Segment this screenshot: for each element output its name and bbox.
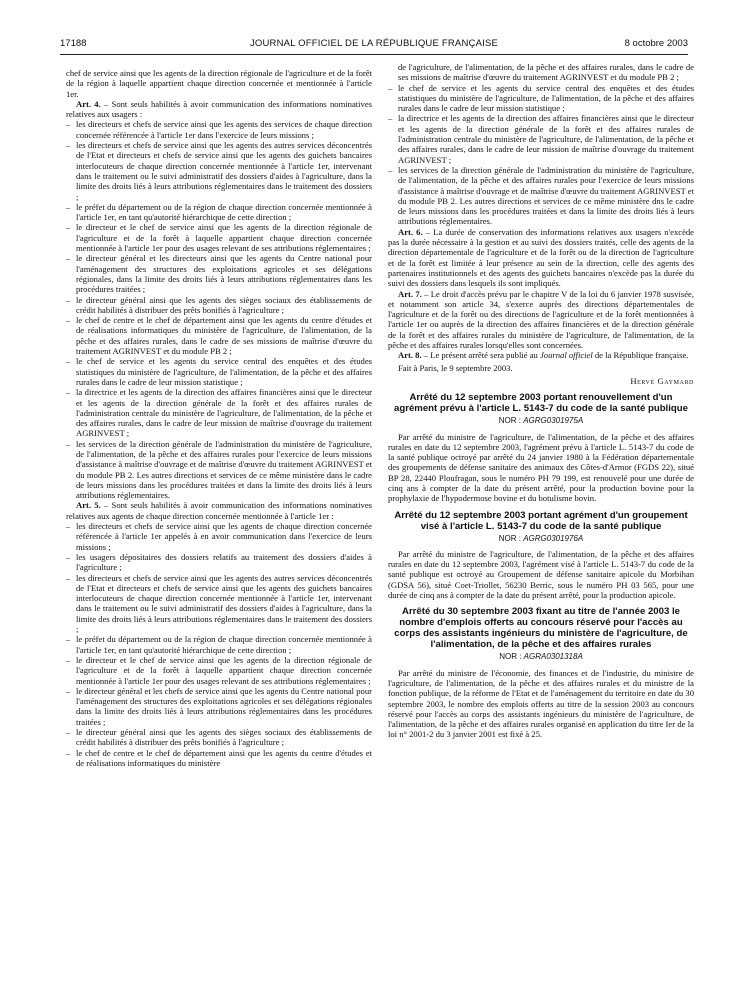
list-item: – le préfet du département ou de la région de chaque direction concernée mentionnée à l'article 1er, en tant qu'autorité hiérarchique de cette direction ; — [66, 202, 372, 223]
list-item: – le directeur général et les directeurs ainsi que les agents du Centre national pour l'aménagement des structures des exploitations agricoles et ses délégations régionales, dans la limite des droits liés à leurs attributions réglementaires dans les procédures traitées ; — [66, 253, 372, 294]
intro-paragraph: chef de service ainsi que les agents de la direction régionale de l'agriculture et de la forêt de la région à laquelle appartient chaque direction concernée et mentionnée à l'article 1er. — [66, 68, 372, 99]
arrete-1-nor — [388, 416, 694, 426]
arrete-1-text: Par arrêté du ministre de l'agriculture, de l'alimentation, de la pêche et des affaires rurales en date du 12 septembre 2003, l'agrément prévu à l'article L. 5143-7 du code de la santé publique octroyé par arrêté du 24 janvier 1980 à la Fédération départementale des groupements de défense sanitaire des animaux des Côtes-d'Armor (FGDS 22), situé BP 28, 22440 Ploufragan, sous le numéro PH 79 199, est renouvelé pour une durée de cinq ans à compter de la date du présent arrêté, pour la production bovine pour la prophylaxie de l'hypodermose bovine et du botulisme bovin. — [388, 431, 694, 504]
article-4-list — [66, 119, 372, 500]
list-item: – la directrice et les agents de la direction des affaires financières ainsi que le directeur et les agents de la direction générale de la forêt et des affaires rurales de l'administration centrale du ministère de l'agriculture, de l'alimentation, de la pêche et des affaires rurales, dans le cadre de leur mission de maîtrise d'ouvrage du traitement AGRINVEST ; — [388, 113, 694, 164]
nor-code: AGRG0301976A — [523, 533, 584, 543]
list-item: – le chef de service et les agents du service central des enquêtes et des études statistiques du ministère de l'agriculture, de l'alimentation, de la pêche et des affaires rurales dans le cadre de leur mission statistique ; — [66, 356, 372, 387]
article-8-text-b: de la République française. — [592, 350, 689, 361]
list-item: de l'agriculture, de l'alimentation, de la pêche et des affaires rurales, dans le cadre de ses missions de maîtrise d'œuvre du traitement AGRINVEST et du module PB 2 ; — [398, 62, 694, 83]
list-item: – les usagers dépositaires des dossiers relatifs au traitement des dossiers d'aides à l'agriculture ; — [66, 552, 372, 573]
article-8-text-a: – Le présent arrêté sera publié au — [421, 350, 540, 361]
article-5-label: Art. 5. — [76, 500, 101, 511]
list-item: – les services de la direction générale de l'administration du ministère de l'agriculture, de l'alimentation, de la pêche et des affaires rurales pour l'exercice de leurs missions d'assistance à maîtrise d'ouvrage et de maîtrise d'œuvre du traitement AGRINVEST et du module PB 2. Les autres directions et services de ce même ministère dns le cadre de leurs missions dans les procédures traitées et dans la limite des droits liés à leurs attributions réglementaires. — [388, 165, 694, 227]
page-number: 17188 — [60, 38, 87, 49]
right-column — [388, 62, 694, 742]
signing-place-date: Fait à Paris, le 9 septembre 2003. — [398, 362, 513, 373]
arrete-3-nor — [388, 652, 694, 662]
page-header — [60, 38, 688, 52]
list-item: – le chef de centre et le chef de département ainsi que les agents du centre d'études et de réalisations informatiques du ministère de l'agriculture, de l'alimentation, de la pêche et des affaires rurales, dans le cadre de ses missions de maîtrise d'œuvre du traitement AGRINVEST et du module PB 2 ; — [66, 315, 372, 356]
arrete-1-title: Arrêté du 12 septembre 2003 portant renouvellement d'un agrément prévu à l'article L. 5143-7 du code de la santé publique — [394, 392, 688, 415]
article-4-text: – Sont seuls habilités à avoir communication des informations nominatives relatives aux usagers : — [66, 98, 372, 120]
list-item: – le directeur général et les chefs de service ainsi que les agents du Centre national pour l'aménagement des structures des exploitations agricoles et ses délégations régionales dans la limite des droits liés à leurs attributions réglementaires dans les procédures traitées ; — [66, 686, 372, 727]
list-item: – le directeur et le chef de service ainsi que les agents de la direction régionale de l'agriculture et de la forêt à laquelle appartient chaque direction concernée mentionnée à l'article 1er pour des usages relevant de ses attributions réglementaires ; — [66, 222, 372, 253]
article-4-label: Art. 4. — [76, 98, 101, 109]
list-item: – la directrice et les agents de la direction des affaires financières ainsi que le directeur et les agents de la direction générale de la forêt et des affaires rurales de l'administration centrale du ministère de l'agriculture, de l'alimentation, de la pêche et des affaires rurales, dans le cadre de leur mission de maîtrise d'ouvrage du traitement AGRINVEST ; — [66, 387, 372, 438]
nor-label: NOR : — [498, 533, 524, 543]
list-item: – les directeurs et chefs de service ainsi que les agents des autres services déconcentrés de l'Etat et directeurs et chefs de service ainsi que les agents des guichets bancaires interlocuteurs de chaque direction concernée mentionnée à l'article 1er, intervenant dans le traitement ou le suivi administratif des dossiers d'aides à l'agriculture, dans la limite des droits liés à leurs attributions réglementaires dans le traitement des dossiers ; — [66, 140, 372, 202]
list-item: – les directeurs et chefs de service ainsi que les agents de chaque direction concernée référencée à l'article 1er appelés à en avoir communication dans l'exercice de leurs missions ; — [66, 521, 372, 552]
article-7 — [388, 289, 694, 351]
article-8 — [388, 350, 694, 360]
article-8-label: Art. 8. — [398, 350, 422, 361]
article-6 — [388, 227, 694, 289]
article-7-text: – Le droit d'accès prévu par le chapitre V de la loi du 6 janvier 1978 susvisée, et notamment son article 34, s'exerce auprès des directions départementales de l'agriculture et de la forêt ou des directions de l'agriculture et de la forêt mentionnées à l'article 1er ou auprès de la direction des affaires financières et de la direction générale de la forêt et des affaires rurales du ministère de l'agriculture, de l'alimentation, de la pêche et des affaires rurales lorsqu'elles sont concernées. — [388, 288, 694, 351]
left-column — [66, 68, 372, 768]
article-7-label: Art. 7. — [398, 288, 422, 299]
nor-code: AGRG0301975A — [523, 416, 584, 426]
article-5-list-continued — [388, 62, 694, 227]
journal-officiel-ref: Journal officiel — [539, 350, 593, 361]
article-5-list — [66, 521, 372, 768]
list-item: – le préfet du département ou de la région de chaque direction concernée mentionnée à l'article 1er, en tant qu'autorité hiérarchique de cette direction ; — [66, 634, 372, 655]
arrete-2-title: Arrêté du 12 septembre 2003 portant agrément d'un groupement visé à l'article L. 5143-7 du code de la santé publique — [394, 509, 688, 532]
list-item: – les directeurs et chefs de service ainsi que les agents des services de chaque direction concernée référencée à l'article 1er dans l'exercice de leurs missions ; — [66, 119, 372, 140]
arrete-3-text: Par arrêté du ministre de l'économie, des finances et de l'industrie, du ministre de l'agriculture, de l'alimentation, de la pêche et des affaires rurales et du ministre de la fonction publique, de la réforme de l'Etat et de l'aménagement du territoire en date du 30 septembre 2003, le nombre des emplois offerts au titre de la session 2003 au concours réservé pour l'accès au corps des assistants ingénieurs du ministère de l'agriculture, de l'alimentation, de la pêche et des affaires rurales organisé en application du titre Ier de la loi n° 2001-2 du 3 janvier 2001 est fixé à 25. — [388, 667, 694, 740]
arrete-3-title: Arrêté du 30 septembre 2003 fixant au titre de l'année 2003 le nombre d'emplois offerts au concours réservé pour l'accès au corps des assistants ingénieurs du ministère de l'agriculture, de l'alimentation, de la pêche et des affaires rurales — [394, 606, 688, 651]
article-5-text: – Sont seuls habilités à avoir communication des informations nominatives relatives aux agents de chaque direction concernée mentionnée à l'article 1er : — [66, 500, 372, 521]
nor-label: NOR : — [499, 652, 524, 662]
journal-title: JOURNAL OFFICIEL DE LA RÉPUBLIQUE FRANÇAISE — [249, 38, 499, 49]
list-item: – les directeurs et chefs de service ainsi que les agents des autres services déconcentrés de l'Etat et directeurs et chefs de service ainsi que les agents des guichets bancaires interlocuteurs de chaque direction concernée mentionnée à l'article 1er, intervenant dans le traitement ou le suivi administratif des dossiers d'aides à l'agriculture, dans la limite des droits liés à leurs attributions réglementaires dans le traitement des dossiers ; — [66, 573, 372, 635]
header-rule — [60, 54, 688, 55]
article-6-text: – La durée de conservation des informations relatives aux usagers n'excède pas la durée nécessaire à la gestion et au suivi des dossiers traités, celle des agents de la direction départementale de l'agriculture et de la forêt ou de la direction de l'agriculture et de la forêt est limitée à leur présence au sein de la direction, celle des agents des partenaires institutionnels et des agents des guichets bancaires n'excède pas la durée du suivi des dossiers dans lesquels ils sont impliqués. — [388, 226, 694, 289]
arrete-2-nor — [388, 534, 694, 544]
nor-label: NOR : — [498, 416, 524, 426]
issue-date: 8 octobre 2003 — [624, 38, 688, 49]
article-4 — [66, 99, 372, 120]
list-item: – le directeur et le chef de service ainsi que les agents de la direction régionale de l'agriculture et de la forêt à laquelle appartient chaque direction concernée mentionnée à l'article 1er pour des usages relevant de ses attributions réglementaires ; — [66, 655, 372, 686]
list-item: – le chef de centre et le chef de département ainsi que les agents du centre d'études et de réalisations informatiques du ministère — [66, 748, 372, 769]
list-item: – le directeur général ainsi que les agents des sièges sociaux des établissements de crédit habilités à distribuer des prêts bonifiés à l'agriculture ; — [66, 295, 372, 316]
list-item: – le directeur général ainsi que les agents des sièges sociaux des établissements de crédit habilités à distribuer des prêts bonifiés à l'agriculture ; — [66, 727, 372, 748]
nor-code: AGRA0301318A — [523, 652, 583, 662]
arrete-2-text: Par arrêté du ministre de l'agriculture, de l'alimentation, de la pêche et des affaires rurales en date du 12 septembre 2003, l'agrément visé à l'article L. 5143-7 du code de la santé publique est octroyé au Groupement de défense sanitaire apicole du Morbihan (GDSA 56), situé Coet-Triollet, 56230 Berric, sous le numéro PH 03 565, pour une durée de cinq ans à compter de la date du présent arrêté, pour la production apicole. — [388, 548, 694, 601]
list-item: – les services de la direction générale de l'administration du ministère de l'agriculture, de l'alimentation, de la pêche et des affaires rurales pour l'exercice de leurs missions d'assistance à maîtrise d'ouvrage et de maîtrise d'œuvre du traitement AGRINVEST et du module PB 2. Les autres directions et services de ce même ministère dans le cadre de leurs missions dans les procédures traitées et dans la limite des droits liés à leurs attributions réglementaires. — [66, 439, 372, 501]
article-5 — [66, 500, 372, 521]
list-item: – le chef de service et les agents du service central des enquêtes et des études statistiques du ministère de l'agriculture, de l'alimentation, de la pêche et des affaires rurales dans le cadre de leur mission statistique ; — [388, 83, 694, 114]
signatory: Hervé Gaymard — [630, 375, 694, 386]
article-6-label: Art. 6. — [398, 226, 423, 237]
